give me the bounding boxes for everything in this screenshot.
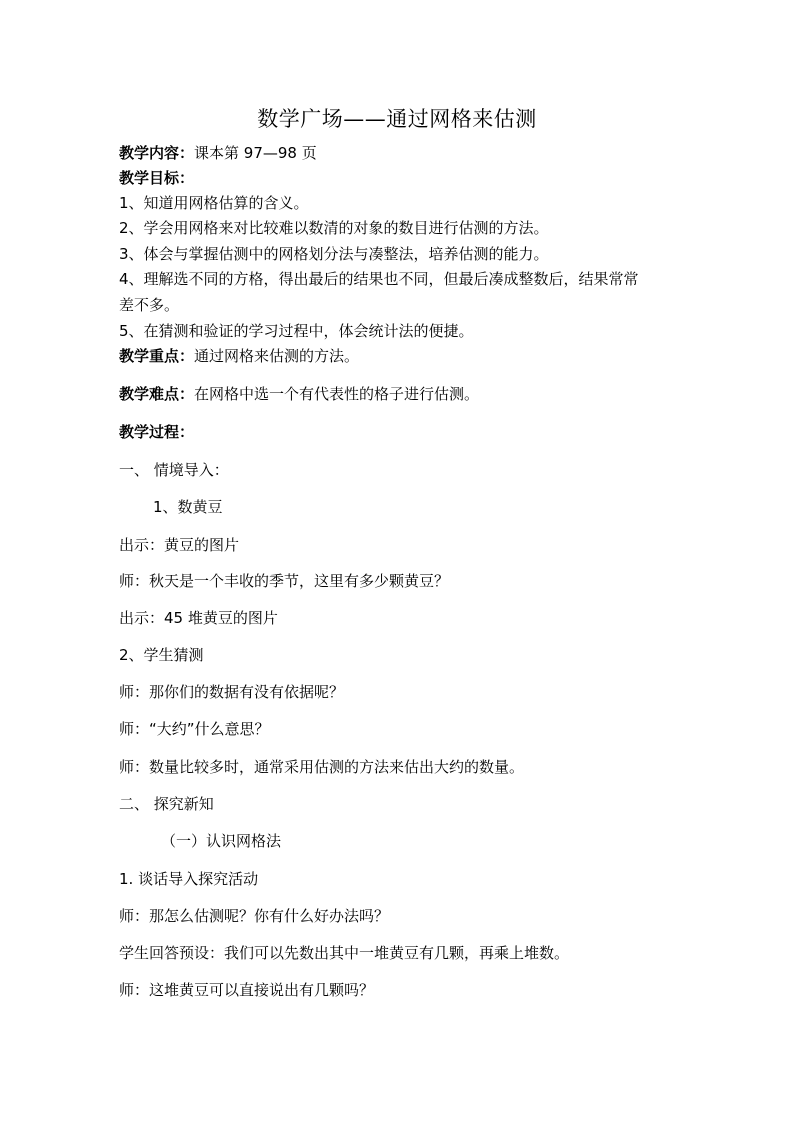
process-line: 师：“大约”什么意思？ xyxy=(119,720,270,738)
process-line: 出示：黄豆的图片 xyxy=(119,536,240,554)
objective-item: 3、体会与掌握估测中的网格划分法与凑整法，培养估测的能力。 xyxy=(119,245,549,263)
key-point-text: 通过网格来估测的方法。 xyxy=(194,347,360,365)
process-line: 师：数量比较多时，通常采用估测的方法来估出大约的数量。 xyxy=(119,758,525,776)
objective-item: 2、学会用网格来对比较难以数清的对象的数目进行估测的方法。 xyxy=(119,219,549,237)
content-line xyxy=(119,143,317,163)
difficulty-text: 在网格中选一个有代表性的格子进行估测。 xyxy=(194,385,480,403)
process-line: 师：秋天是一个丰收的季节，这里有多少颗黄豆？ xyxy=(119,572,450,590)
section-heading: 二、 探究新知 xyxy=(119,795,214,813)
objective-item-continued: 差不多。 xyxy=(119,296,180,314)
content-label: 教学内容： xyxy=(119,144,195,162)
objectives-label: 教学目标： xyxy=(119,169,195,187)
difficulty-label: 教学难点： xyxy=(119,385,195,403)
process-line: 师：这堆黄豆可以直接说出有几颗吗？ xyxy=(119,981,375,999)
subsection-heading: （一）认识网格法 xyxy=(161,832,282,850)
process-line: 学生回答预设：我们可以先数出其中一堆黄豆有几颗，再乘上堆数。 xyxy=(119,944,570,962)
process-line: 2、学生猜测 xyxy=(119,646,204,664)
process-line: 师：那怎么估测呢？你有什么好办法吗？ xyxy=(119,907,390,925)
objective-item: 4、理解选不同的方格，得出最后的结果也不同，但最后凑成整数后，结果常常 xyxy=(119,270,639,288)
process-line: 师：那你们的数据有没有依据呢？ xyxy=(119,683,345,701)
document-title: 数学广场——通过网格来估测 xyxy=(257,107,537,131)
process-label: 教学过程： xyxy=(119,423,195,441)
content-text: 课本第 97—98 页 xyxy=(194,144,317,162)
objective-item: 5、在猜测和验证的学习过程中，体会统计法的便捷。 xyxy=(119,322,474,340)
objective-item: 1、知道用网格估算的含义。 xyxy=(119,194,309,212)
process-line: 1、数黄豆 xyxy=(153,498,223,516)
process-line: 1. 谈话导入探究活动 xyxy=(119,870,259,888)
section-heading: 一、 情境导入： xyxy=(119,461,229,479)
difficulty-line xyxy=(119,384,479,404)
key-point-label: 教学重点： xyxy=(119,347,195,365)
process-line: 出示：45 堆黄豆的图片 xyxy=(119,609,278,627)
key-point-line xyxy=(119,346,359,366)
